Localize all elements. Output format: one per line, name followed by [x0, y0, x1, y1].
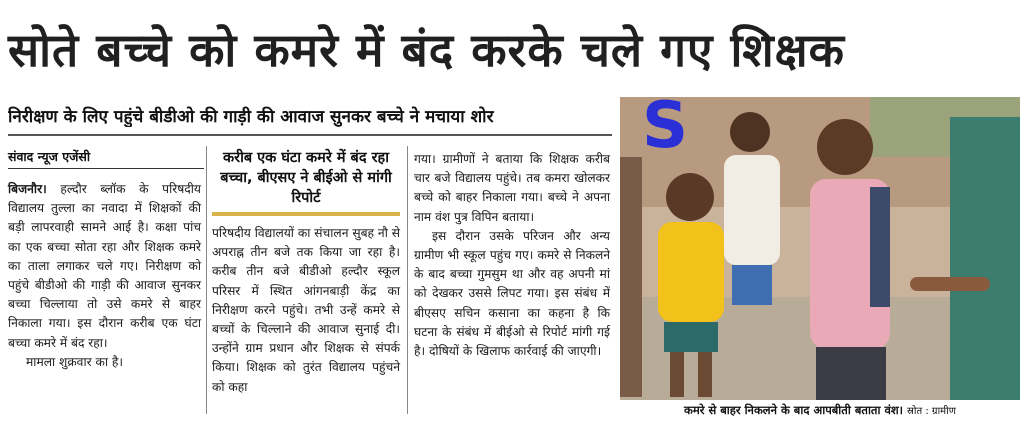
subheadline-rule — [8, 134, 612, 136]
watermark-logo: S — [642, 97, 689, 163]
byline: संवाद न्यूज एजेंसी — [8, 149, 91, 164]
col3-paragraph-1: गया। ग्रामीणों ने बताया कि शिक्षक करीब चार बजे विद्यालय पहुंचे। तब कमरा खोलकर बच्चे को बाहर निकाला गया। बच्चे ने अपना नाम वंश पुत्र विपिन बताया। — [414, 152, 610, 224]
caption-text: कमरे से बाहर निकलने के बाद आपबीती बताता वंश। — [684, 403, 904, 417]
article-column-1 — [8, 180, 201, 372]
callout-heading: करीब एक घंटा कमरे में बंद रहा बच्चा, बीएसए ने बीईओ से मांगी रिपोर्ट — [220, 150, 392, 206]
headline: सोते बच्चे को कमरे में बंद करके चले गए शिक्षक — [8, 23, 845, 77]
col1-paragraph-2: मामला शुक्रवार का है। — [26, 354, 123, 369]
col3-paragraph-2: इस दौरान उसके परिजन और अन्य ग्रामीण भी स्कूल पहुंच गए। कमरे से निकलने के बाद बच्चा गुमसुम था और वह अपनी मां को देखकर उससे लिपट गया। इस संबंध में बीएसए सचिन कसाना का कहना है कि घटना के संबंध में बीईओ से रिपोर्ट मांगी गई है। दोषियों के खिलाफ कार्रवाई की जाएगी। — [414, 228, 610, 359]
article-column-3 — [414, 150, 610, 361]
byline-rule — [8, 168, 204, 169]
subheadline: निरीक्षण के लिए पहुंचे बीडीओ की गाड़ी की आवाज सुनकर बच्चे ने मचाया शोर — [8, 107, 494, 127]
article-column-2 — [212, 224, 400, 397]
caption-source: स्रोत : ग्रामीण — [907, 406, 956, 417]
callout-underline — [212, 212, 400, 216]
column-divider-2 — [407, 146, 408, 414]
col2-paragraph-1: परिषदीय विद्यालयों का संचालन सुबह नौ से अपराह्न तीन बजे तक किया जा रहा है। करीब तीन बजे बीडीओ हल्दौर स्कूल परिसर में स्थित आंगनबाड़ी केंद्र का निरीक्षण करने पहुंचे। तभी उन्हें कमरे से बच्चों के चिल्लाने की आवाज सुनाई दी। उन्होंने ग्राम प्रधान और शिक्षक से संपर्क किया। शिक्षक को तुरंत विद्यालय पहुंचने को कहा — [212, 226, 400, 394]
dateline: बिजनौर। — [8, 182, 47, 196]
column-divider-1 — [206, 146, 207, 414]
photo-caption — [620, 403, 1020, 418]
col1-paragraph-1: हल्दौर ब्लॉक के परिषदीय विद्यालय तुल्ला का नवादा में शिक्षकों की बड़ी लापरवाही सामने आई है। कक्षा पांच का एक बच्चा सोता रहा और शिक्षक कमरे का ताला लगाकर चले गए। निरीक्षण को पहुंचे बीडीओ की गाड़ी की आवाज सुनकर बच्चा चिल्लाया तो उसे कमरे से बाहर निकाला गया। इस दौरान करीब एक घंटा बच्चा कमरे में बंद रहा। — [8, 182, 201, 350]
news-photo — [620, 97, 1020, 400]
